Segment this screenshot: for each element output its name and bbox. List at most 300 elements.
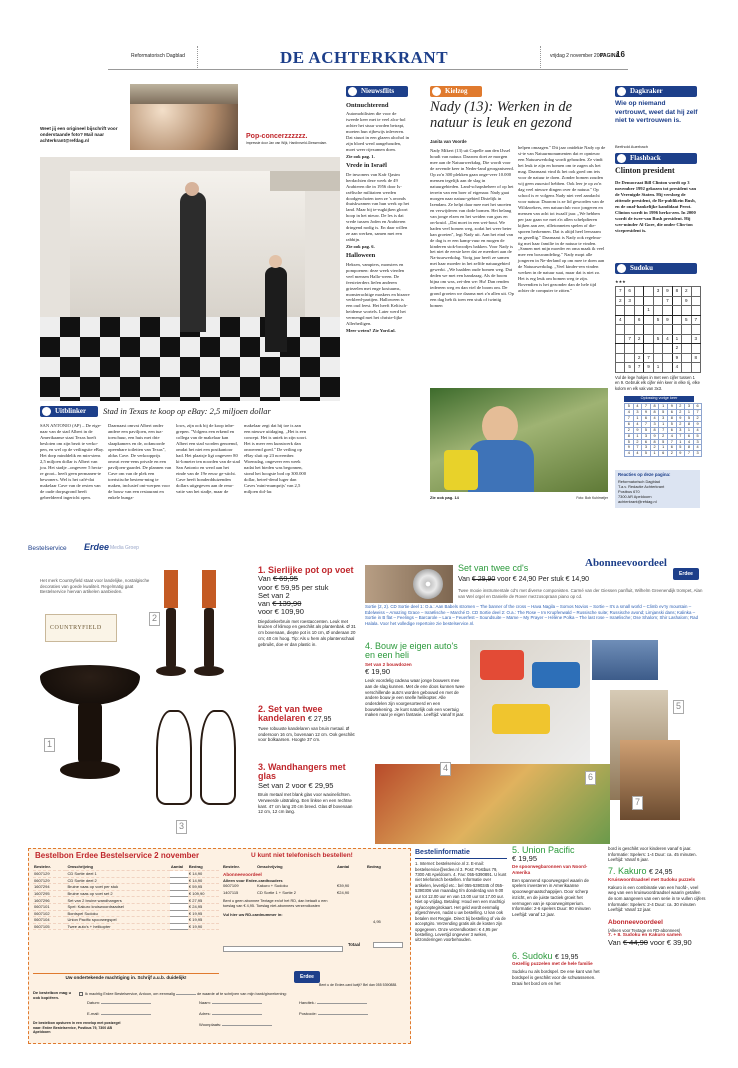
cd-desc: Twee mooie instrumentale cd's met diverse componisten. Carmé van der Giessen panfluit, Wilhelm Greenendijk trompet, Alan van Wel orgel en Danielle de Rover mezzosopraan piano op cd. (458, 588, 703, 599)
sudoku-cell[interactable] (625, 325, 634, 335)
sudoku-cell[interactable] (672, 306, 681, 316)
sudoku-cell[interactable] (682, 334, 691, 344)
product-4-title: 4. Bouw je eigen auto's en een heli (365, 641, 458, 661)
col-bedrag: Bedrag (188, 864, 219, 871)
av-box-old-price: € 44,90 (622, 938, 648, 948)
product-2 (258, 705, 358, 757)
product-6-desc-cont: bord is geschikt voor kinderen vanaf 6 jaar. Informatie: Spelers: 1-4 Duur: ca. 45 minuten. Leeftijd: Vanaf 6 jaar. (608, 846, 697, 863)
sudoku-cell[interactable] (663, 306, 672, 316)
sudoku-cell[interactable]: 2 (634, 353, 643, 363)
sudoku-cell[interactable]: 4 (663, 334, 672, 344)
flashback-title: Clinton president (615, 166, 675, 175)
sudoku-cell[interactable] (634, 296, 643, 306)
sudoku-cell[interactable]: 9 (644, 363, 653, 373)
order-info-title: Bestelinformatie (415, 848, 507, 859)
sudoku-cell[interactable] (672, 296, 681, 306)
kielzog-byline: Janita van Voorde (430, 139, 467, 144)
solution-cell: 5 (676, 445, 685, 451)
solution-cell: 7 (642, 421, 651, 427)
sudoku-cell[interactable] (616, 306, 625, 316)
sudoku-cell[interactable] (682, 344, 691, 354)
sudoku-cell[interactable] (616, 325, 625, 335)
order-qty[interactable] (170, 897, 188, 904)
sudoku-cell[interactable] (672, 325, 681, 335)
solution-cell: 6 (642, 415, 651, 421)
product-7 (608, 846, 706, 1042)
col-omschrijving: Omschrijving (66, 864, 169, 871)
sudoku-cell[interactable]: 6 (625, 287, 634, 297)
order-code: 0607129 (33, 877, 66, 884)
solution-cell: 2 (676, 404, 685, 410)
solution-cell: 3 (642, 445, 651, 451)
solution-cell: 9 (693, 421, 702, 427)
solution-cell: 9 (667, 404, 676, 410)
order-info-text: 1. Internet: bestelservice.nl 2. E-mail: bestelservice@erdee.nl 3. Post: Postbus 79, 7300 AB Apeldoorn. 4. Fax: 055-5390891. U kunt niet telefonisch bestellen. Informatie over artikelen, levertijd etc.: bel 055-5390345 of 055-5390306 van maandag t/m donderdag van 9.00 uur tot 12.00 uur en van 13.00 uur tot 17.00 uur. Niet op vrijdag. Betaling: Houd een een machtigi ng/acceptegirokaart. Het geld wordt eenmalig afgeschreven, nadat u uw bestelling. U kan ook betalen met Reggie. Direct bij bestelling of via de acceptgiro. Verzending gratis als de kosten zijn opgegeven. Onze verzendkosten: € 4,95 per bestelling. Levertijd ongeveer 3 weken, uitzonderingen voorbehouden. (415, 861, 507, 943)
order-amount: € 24,95 (188, 904, 219, 911)
solution-cell: 4 (633, 421, 642, 427)
order-desc: Set van 2 bruine wandhangers (66, 897, 169, 904)
sudoku-cell[interactable]: 4 (672, 363, 681, 373)
uitblinker-col2: Daarnaast omvat Albert onder andere een paviljoen, een tuz-toeschuur, een huis met drie slaapkamers en de, ookmoorde opeenbare toiletten van Texas", aldus Cave. De verkoopprijs omvat even-eens privale en een paviljoen-gaardet. De plannen van Cave om van de plek een toeristische bestem-ming te maken, inclusief ont-werpen voor de bouw van een restaurant en enkele bunga- (108, 423, 172, 500)
av-amount: €24,90 (337, 890, 350, 896)
grid-icon (617, 264, 626, 273)
photo-credit: Foto: Bob Kuhlmeijer (576, 496, 608, 500)
solution-cell: 9 (676, 451, 685, 457)
solution-cell: 2 (667, 451, 676, 457)
solution-cell: 7 (676, 433, 685, 439)
solution-cell: 4 (625, 451, 634, 457)
solution-cell: 9 (633, 427, 642, 433)
product-number-5: 5 (673, 700, 684, 714)
lightbulb-icon (42, 407, 51, 416)
order-qty[interactable] (170, 923, 188, 930)
sudoku-cell[interactable] (644, 344, 653, 354)
col2-bestelnr: Bestelnr. (223, 864, 240, 869)
product-1-old-price-2: € 139,90 (272, 599, 302, 609)
order-desc: CD Sortie deel 1 (66, 871, 169, 878)
sudoku-cell[interactable]: 2 (682, 287, 691, 297)
product-4-desc: Leuk voordelig cadeau waar jonge bouwers mee aan de slag kunnen. Met de ene doos kunnen twee verschillende auto's worden gebouwd en met de andere bouw je een snelle helikopter. Alle onderdelen zijn voorgesorteerd en een bouwtekening. Je kunt naturlijk ook een voertuig maken naar je eigen fantasie. Leeftijd: vanaf 8 jaar. (365, 678, 465, 718)
sudoku-cell[interactable] (682, 306, 691, 316)
solution-cell: 2 (625, 427, 634, 433)
sudoku-cell[interactable] (682, 353, 691, 363)
sudoku-cell[interactable]: 2 (634, 334, 643, 344)
product-6-price: € 19,95 (555, 954, 579, 961)
sudoku-cell[interactable]: 7 (616, 287, 625, 297)
postcode-field[interactable] (318, 1010, 368, 1015)
product-number-4: 4 (440, 762, 451, 776)
sudoku-cell[interactable] (663, 363, 672, 373)
pop-text: Impressie door Jan van Wijk, Hardinxveld-Giessendam. (246, 141, 328, 146)
sudoku-grid (615, 286, 701, 372)
col-bestelnr: Bestelnr. (33, 864, 66, 871)
masthead-divider-2 (540, 46, 541, 68)
product-7-sub: Kruiswoordraadsel met Sudoku puzzels (608, 876, 696, 882)
sudoku-instructions: Vul de lege hokjes in met een cijfer tussen 1 en 9. Gebruik elk cijfer één keer in elke rij, elke kolom en elk vak van 3x3. (615, 375, 700, 391)
reacties-line-2: T.a.v. Redactie Achterkrant (618, 483, 665, 489)
product-number-7: 7 (632, 796, 643, 810)
email-field[interactable] (101, 1010, 151, 1015)
sudoku-cell[interactable] (644, 334, 653, 344)
product-7-title: 7. Kakuro € 24,95 (608, 866, 673, 877)
sudoku-cell[interactable] (691, 287, 701, 297)
reacties-box (615, 470, 700, 508)
solution-cell: 4 (693, 427, 702, 433)
solution-cell: 7 (667, 439, 676, 445)
total-field[interactable] (373, 942, 403, 948)
solution-cell: 6 (667, 409, 676, 415)
product-7-price: € 24,95 (649, 869, 673, 877)
order-desc: Bruine vaas op voet per stuk (66, 884, 169, 891)
solution-cell: 7 (693, 409, 702, 415)
order-code: 1607294 (33, 884, 66, 891)
sudoku-cell[interactable] (663, 344, 672, 354)
av-title: Abonneevoordeel (223, 872, 262, 878)
sudoku-cell[interactable]: 1 (653, 363, 662, 373)
solution-cell: 1 (633, 433, 642, 439)
product-number-2: 2 (149, 612, 160, 626)
order-desc: Union Pacific spoorwegspel (66, 917, 169, 924)
solution-cell: 6 (625, 421, 634, 427)
solution-cell: 5 (667, 421, 676, 427)
boat-icon (432, 87, 441, 96)
sudoku-cell[interactable] (653, 296, 662, 306)
reacties-line-4: 7300 AR Apeldoorn (618, 493, 652, 499)
authorize-row: Ik machtig Erdee Bestelservice, Antoon, om eenmalig de waarde af te schrijven van mijn bank/girorekening: (79, 990, 409, 997)
story-text-3: Heksen, vampiers, monsters en pompoenen: deze week vierden veel mensen Hallo-ween. De feestvierders liefen anderen griezelen met enge kostuums, monsterachtige maskers en bizarre verkleed-partijen. Halloween is een oud feest. Het heeft Keltisch-heidense wortels. Later werd het vermengd met het christe-lijke Allerheiligen. (346, 261, 410, 327)
solution-cell: 2 (676, 409, 685, 415)
sudoku-cell[interactable]: 9 (663, 315, 672, 325)
authorize-checkbox[interactable] (79, 992, 83, 996)
order-amount: € 109,90 (188, 890, 219, 897)
solution-cell: 2 (693, 415, 702, 421)
solution-cell: 5 (625, 439, 634, 445)
order-info (415, 848, 507, 1044)
wall-holders-image (150, 700, 245, 815)
order-qty[interactable] (170, 917, 188, 924)
sudoku-cell[interactable] (691, 296, 701, 306)
sudoku-cell[interactable]: 5 (625, 363, 634, 373)
order-row (33, 904, 219, 911)
order-qty[interactable] (170, 910, 188, 917)
sudoku-cell[interactable]: 2 (616, 296, 625, 306)
sudoku-cell[interactable] (691, 363, 701, 373)
solution-cell: 7 (642, 404, 651, 410)
sudoku-cell[interactable] (634, 325, 643, 335)
sudoku-cell[interactable] (682, 325, 691, 335)
kielzog-label: Kielzog (430, 86, 482, 97)
sudoku-cell[interactable]: 9 (682, 296, 691, 306)
city-field[interactable] (222, 1021, 272, 1026)
solution-cell: 5 (642, 451, 651, 457)
person-right (265, 267, 287, 352)
product-2-price: € 27,95 (308, 716, 332, 724)
countryfield-intro: Het merk Countryfield staat voor landelijke, nostalgische decoraties van goede kwaliteit. Regelmatig gaat Bestelservice hiervan artikelen aanbieden. (40, 578, 150, 595)
order-code: 1607296 (33, 897, 66, 904)
sudoku-cell[interactable] (682, 363, 691, 373)
sudoku-cell[interactable] (616, 344, 625, 354)
col2-aantal: Aantal (337, 864, 350, 869)
page-number: 16 (616, 50, 625, 59)
main-photo (40, 157, 340, 401)
av-row (223, 883, 408, 890)
sudoku-cell[interactable] (616, 353, 625, 363)
sudoku-cell[interactable] (653, 344, 662, 354)
service-label: Bestelservice (28, 545, 67, 552)
solution-cell: 3 (676, 427, 685, 433)
sudoku-cell[interactable]: 7 (634, 363, 643, 373)
solution-cell: 9 (650, 433, 659, 439)
solution-cell: 3 (659, 415, 668, 421)
kielzog-col2: helpen omzagen." Dit jaar ontdekte Nady op de si-te van Natuurmonumenten dat er opnieuw een Natuurwerkdag wordt gehouden. Ze vindt het leuk te zijn en bomen om te zagen als het mag. Daarnaast vind ik het ook goed om iets voor de natuur te doen. Zonder bomen zouden wij geen zuurstof hebben. Ook leer je op zo'n dag veel nieuwe dingen over de natuur." Op school is er volgens Nady niet veel aandacht voor natuur. Daarom is ze lid geworden van de Wildzoekers, een natuurclub voor jongeren en mensen van acht tot twaalf jaar. „We hebben per jaar gaan we met z'n allen schelpdieren kijken aan zee, rilletonneien spelen of die-sporen herkennen. Dat is altijd heel leerzaam en gezellig." Daarnaast is Nady ook regelma-tig met haar familie in de natuur te vinden. „Samen met mijn moeder en oma maak ik veel mee een boswandeling." Nady mopt alle jongeren in Ne-derland op om mee te doen aan de Natuurwerkdag. „Veel kinder-ren vinden werken in de natuur suai, maar dat is niet zo. Het is erg leuk om bomen weg te zijn. Bovendien is het gezonder dan de hele tijd achter de computer te zitten." (518, 145, 606, 294)
order-table (33, 864, 219, 930)
uitblinker-col4: makelaar zegt dat hij toe is aan een nieuwe uitdaging. „Het is een concept. Het is uniek in zijn soort. Het is meer een kunstwerk dan onroerend goed." De veiling op eBay sluit op 23 november. Woensdag, ongeveer een week nadat het bieden was begonnen, stond het hoogste bod op 300.000 dollar, betref-dend luger dan Caves 'mini-mumprijs' van 2,5 miljoen dol-lar. (244, 423, 308, 494)
order-form-title: Bestelbon Erdee Bestelservice 2 november (35, 851, 200, 860)
solution-cell: 8 (667, 415, 676, 421)
sudoku-cell[interactable] (691, 306, 701, 316)
sudoku-cell[interactable]: 8 (691, 353, 701, 363)
sudoku-cell[interactable]: 1 (672, 334, 681, 344)
sudoku-cell[interactable] (653, 306, 662, 316)
order-desc: Bordspel Sudoku (66, 910, 169, 917)
reacties-line-1: Reformatorisch Dagblad (618, 478, 660, 484)
sudoku-cell[interactable] (616, 363, 625, 373)
solution-cell: 1 (659, 445, 668, 451)
candlesticks-image (150, 570, 230, 680)
brand-sub: Media Groep (110, 545, 139, 551)
product-7-desc: Kakuro is een combinatie van een hoofd-, veel weg van een kruiswoordraadsel waarin getallen de som aangeven van een serie in te vullen cijfers Informatie: Spelers: 2-4 Duur: ca. 30 minuten Leeftijd: Vanaf 12 jaar. (608, 884, 706, 913)
sudoku-cell[interactable] (644, 287, 653, 297)
caption-question: Weet jij een origineel bijschrift voor onderstaande foto? Mail naar achterkrant@refdag.nl (40, 126, 118, 143)
solution-cell: 5 (693, 433, 702, 439)
order-qty[interactable] (170, 877, 188, 884)
sudoku-cell[interactable] (634, 287, 643, 297)
address-field[interactable] (212, 1010, 262, 1015)
product-1-old-price: € 69,95 (272, 574, 298, 584)
sudoku-cell[interactable] (672, 315, 681, 325)
signature-field[interactable] (317, 999, 367, 1004)
lightning-icon (348, 87, 357, 96)
story-source-1: Zie ook pag. 1. (346, 154, 375, 160)
sudoku-cell[interactable] (644, 325, 653, 335)
order-qty[interactable] (170, 884, 188, 891)
erdee-card-badge: Erdee (673, 568, 699, 580)
product-1-title: 1. Sierlijke pot op voet (258, 565, 354, 575)
order-code: 1607295 (33, 890, 66, 897)
sudoku-cell[interactable]: 2 (672, 344, 681, 354)
reacties-email[interactable]: achterkrant@refdag.nl (618, 499, 657, 505)
solution-cell: 7 (633, 445, 642, 451)
product-4-price: € 19,90 (365, 666, 391, 676)
av-note: Bent u geen abonnee Textage en/of het RD, dan betaalt u een toeslag van € 4,95. Toeslag niet-abonnees verzendkosten (223, 899, 328, 909)
erdee-card-mini: Erdee (294, 971, 320, 983)
solution-cell: 1 (633, 415, 642, 421)
copy-notice: De bestelbon mag u ook kopiëren. (33, 990, 72, 1001)
nady-photo (430, 388, 608, 492)
card-number-label: Vul hier uw RD-cardnummer in: (223, 912, 283, 918)
product-6-desc: Sudoku nu als bordspel. De ene kant van het bordspel is geschikt voor de schwassenen. Draai het bord om en het (512, 969, 600, 986)
kakuro-box-image (620, 740, 680, 820)
sudoku-cell[interactable] (634, 344, 643, 354)
date-field[interactable] (101, 999, 151, 1004)
product-2-desc: Twee robuuste kandelaren van bruin metaal. Ø ondersoon 16 cm, bovenaan 12 cm. Ook geschikt voor bolkaarsen. Hoogte 37 cm. (258, 725, 355, 743)
solution-cell: 6 (685, 433, 694, 439)
solution-cell: 6 (667, 427, 676, 433)
reacties-line-3: Postbus 670 (618, 488, 640, 494)
product-number-3: 3 (176, 820, 187, 834)
product-4-sub: Set van 2 bouwdozen (365, 661, 412, 667)
sudoku-cell[interactable]: 5 (682, 315, 691, 325)
product-1-price-2: voor € 109,90 (258, 607, 304, 617)
cd-image (365, 565, 453, 603)
paper-name: Reformatorisch Dagblad (131, 53, 185, 59)
product-1-price: voor € 59,95 per stuk (258, 582, 329, 592)
sudoku-cell[interactable] (625, 344, 634, 354)
sudoku-cell[interactable]: 9 (672, 353, 681, 363)
sudoku-cell[interactable]: 9 (663, 287, 672, 297)
kielzog-col1: Nady Mikert (13) uit Capelle aan den IJssel houdt van natuur. Daarom doet ze morgen mee aan de Natuurwerkdag. Die wordt voor de zevende keer in Neder-land georganiseerd. Op zo'n 300 plekken gaan onge-veer 10.000 mensen tegelijk aan de slag in natuurgebieden. Land-schapsbeheer of op het terrein van een boer of eigenaar. Nady gaat morgen naar natuur-gebied Distelijk in Izendam. Ze helpt daar mee met het snoeien en verwijderen van dode bomen. Het belang van jonge elzen en het weiden van gras en on-kruid. „Dat moet in een wei-hout. We haden veel bomen weg, zodat het weer beter kan groeien", legt Nady uit. Aan het eind van de dag is er een kamp-vuur en mogen de kinderen stok-broodjes bakken. Voor Nady is het niet de eerste keer dat ze meedoet aan de Na-tuurwerkdag. Vorig jaar heeft ze samen met haar moeder in het zelfde natuurgebied gewerkt. „We haalden oude bomen weg. Dat deden we met een handzaag. Als de boom bijna om was, zei-den we: Hu! Dan renden iedereen weg en dan viel de boom om. De grond groeien we daarna met z'n allen uit. Op een dag heb ik toen een stuk of twintig bomen (430, 148, 514, 309)
pop-title: Pop-concerzzzzzz. (246, 133, 308, 140)
order-amount: € 14,90 (188, 877, 219, 884)
product-3 (258, 763, 358, 833)
solution-cell: 4 (633, 404, 642, 410)
solution-cell: 8 (685, 421, 694, 427)
product-5-desc: Een spannend spoorwegspel waarin de spelers investeren in Amerikaanse spoorwegmaatschappijen. Door scherp inzicht, en de juiste tactiek groeit het vermogen van je spoorwegimperium. Informatie: 2-6 spelers Duur: 90 minuten Leeftijd: vanaf 12 jaar. (512, 877, 591, 917)
solution-cell: 4 (667, 433, 676, 439)
sudoku-cell[interactable] (691, 344, 701, 354)
sudoku-cell[interactable]: 3 (653, 287, 662, 297)
order-desc: Spel: Kakuro kruiswoordraadsel (66, 904, 169, 911)
nieuwsflits-column (346, 100, 410, 496)
order-av-section (223, 864, 408, 954)
solution-cell: 6 (693, 404, 702, 410)
name-field[interactable] (212, 999, 262, 1004)
solution-cell: 3 (633, 409, 642, 415)
order-row (33, 923, 219, 930)
photo-source: Zie ook pag. 14 (430, 495, 459, 500)
sudoku-cell[interactable]: 8 (672, 287, 681, 297)
order-qty[interactable] (170, 871, 188, 878)
col2-bedrag: Bedrag (367, 864, 381, 869)
sudoku-cell[interactable] (634, 306, 643, 316)
order-amount: € 19,95 (188, 917, 219, 924)
solution-cell: 2 (650, 445, 659, 451)
sudoku-cell[interactable] (691, 325, 701, 335)
sudoku-cell[interactable] (663, 325, 672, 335)
sudoku-cell[interactable]: 7 (625, 334, 634, 344)
sudoku-cell[interactable]: 3 (691, 334, 701, 344)
sudoku-cell[interactable] (644, 296, 653, 306)
sudoku-cell[interactable] (663, 353, 672, 363)
solution-cell: 1 (659, 421, 668, 427)
date: vrijdag 2 november 2007 (550, 53, 606, 59)
kielzog-headline: Nady (13): Werken in de natuur is leuk en gezond (430, 99, 573, 132)
form-fields: Datum: Naam: Handtek.: E-mail: Adres: Postcode: Woonplaats: (79, 999, 409, 1035)
dagkraker-label: Dagkraker (615, 86, 697, 97)
sudoku-cell[interactable]: 4 (616, 315, 625, 325)
sudoku-cell[interactable] (653, 353, 662, 363)
sudoku-cell[interactable] (625, 315, 634, 325)
product-1: 1. Sierlijke pot op voet Van € 69,95 voor € 59,95 per stuk Set van 2 van € 139,90 voor € 109,90 Diepdonkerbruin met roestaccenten. Leuk met kruizen of klimop en geschikt als plantenbak. Ø 31 cm bovenaan, diepte pot is 10 cm, Ø onderaan 20 cm; 40 cm hoog. Tip: Als u hem als plantenschaal gebruikt, doe er dan plastic in. (258, 566, 358, 696)
av-code: 0607109 (223, 883, 239, 889)
solution-cell: 4 (625, 409, 634, 415)
product-3-desc: Bruin metaal met blank glas voor waxinelichten. Verweerde uitstraling. Een linkse en een rechtse kant. 47 cm lang 20 cm breed. Glas Ø bovenaan 12 cm, 12 cm lang. (258, 792, 353, 815)
solution-cell: 3 (693, 451, 702, 457)
story-title-2: Vrede in Israël (346, 162, 387, 170)
product-1-desc: Diepdonkerbruin met roestaccenten. Leuk met kruizen of klimop en geschikt als plantenbak. Ø 31 cm bovenaan, diepte pot is 10 cm, Ø onderaan 20 cm; 40 cm hoog. Tip: Als u hem als plantenschaal gebruikt, doe er dan plastic in. (258, 618, 356, 647)
sudoku-cell[interactable]: 1 (644, 306, 653, 316)
solution-cell: 4 (650, 415, 659, 421)
solution-cell: 2 (676, 421, 685, 427)
solution-cell: 8 (650, 439, 659, 445)
solution-cell: 6 (642, 439, 651, 445)
uitblinker-label: Uitblinker (40, 406, 98, 417)
solution-cell: 8 (650, 404, 659, 410)
solution-cell: 5 (659, 439, 668, 445)
order-amount: € 27,95 (188, 897, 219, 904)
product-6-sub: Gezellig puzzelen met de hele familie (512, 961, 593, 967)
sudoku-cell[interactable] (625, 353, 634, 363)
order-row (33, 877, 219, 884)
av-box-item: 7. + 8. Sudoku en Kakuro samen (608, 933, 682, 939)
product-number-1: 1 (44, 738, 55, 752)
nut-icon (617, 87, 626, 96)
order-row (33, 871, 219, 878)
solution-cell: 9 (625, 445, 634, 451)
order-amount: € 14,90 (188, 871, 219, 878)
order-code: 0607129 (33, 871, 66, 878)
solution-cell: 2 (659, 433, 668, 439)
sudoku-cell[interactable] (625, 306, 634, 316)
union-pacific-box (592, 640, 658, 680)
brand-logo: Erdee (84, 542, 110, 552)
solution-cell: 4 (633, 451, 642, 457)
cd-price-line: Van € 29,90 voor € 24,90 Per stuk € 14,90 (458, 576, 590, 583)
sudoku-cell[interactable]: 3 (625, 296, 634, 306)
nieuwsflits-label: Nieuwsflits (346, 86, 408, 97)
product-2-title: 2. Set van twee kandelaren € 27,95 (258, 704, 332, 724)
order-form (28, 848, 411, 1044)
sudoku-cell[interactable]: 5 (653, 315, 662, 325)
order-qty[interactable] (170, 904, 188, 911)
solution-cell: 5 (685, 415, 694, 421)
order-amount: € 19,90 (188, 923, 219, 930)
story-text-2: De inwoners van Kafr Qasim herdachten deze week de 49 Arabieren die in 1956 door Is-raëlische militairen werden doodgeschoten toen ze 's avonds thuiskwamen van hun werk op het land. Maar bij te-rugkijken gloort hoop in het nieuw. De les is dat vrede tussen Joden en Arabieren dringend nodig is. En daar willen ze aan werken, samen met een rabbijn. (346, 171, 410, 243)
sudoku-cell[interactable]: 7 (691, 315, 701, 325)
order-form-notice: U kunt niet telefonisch bestellen! (251, 852, 353, 859)
sudoku-cell[interactable]: 7 (644, 353, 653, 363)
av-desc: CD Sortie 1 + Sortie 2 (257, 890, 297, 896)
solution-cell: 1 (685, 409, 694, 415)
abonneevoordeel-banner: Abonneevoordeel Erdee (585, 556, 705, 574)
account-field[interactable] (176, 990, 196, 995)
sudoku-cell[interactable] (616, 334, 625, 344)
flashback-label: Flashback (615, 153, 697, 164)
product-6-title: 6. Sudoku € 19,95 (512, 951, 579, 961)
sudoku-cell[interactable] (644, 315, 653, 325)
sudoku-cell[interactable]: 7 (663, 296, 672, 306)
sudoku-cell[interactable]: 6 (634, 315, 643, 325)
ad-header (28, 542, 708, 556)
sudoku-cell[interactable]: 5 (653, 334, 662, 344)
order-qty[interactable] (170, 890, 188, 897)
product-4 (365, 642, 465, 762)
sudoku-cell[interactable] (653, 325, 662, 335)
order-code: 0607104 (33, 917, 66, 924)
card-number-field[interactable] (223, 946, 343, 952)
solution-cell: 4 (685, 439, 694, 445)
story-title-1: Ontnuchterend (346, 102, 389, 109)
